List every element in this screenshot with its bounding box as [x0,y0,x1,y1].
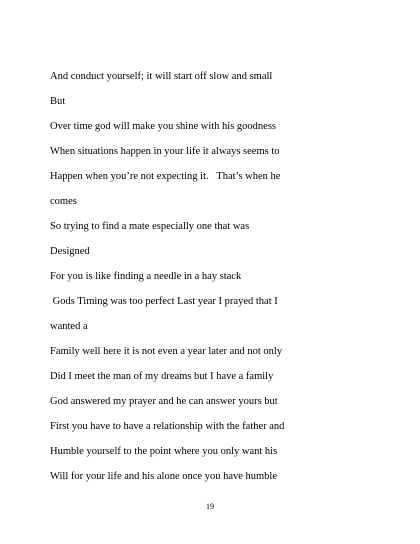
text-line: Family well here it is not even a year later and not only [50,346,283,357]
text-line: First you have to have a relationship with the father and [50,421,285,432]
text-line: wanted a [50,321,88,332]
text-line: Humble yourself to the point where you only want his [50,446,278,457]
text-line: God answered my prayer and he can answer yours but [50,396,278,407]
text-line: Over time god will make you shine with his goodness [50,121,277,132]
text-line: comes [50,196,77,207]
text-line: So trying to find a mate especially one that was [50,221,250,232]
text-line: Happen when you’re not expecting it. That’s when he [50,171,281,182]
text-line: And conduct yourself; it will start off slow and small [50,71,273,82]
text-line: Did I meet the man of my dreams but I have a family [50,371,274,382]
text-line: Designed [50,246,90,257]
body-text [50,64,390,489]
text-line: For you is like finding a needle in a hay stack [50,271,242,282]
text-line: Will for your life and his alone once you have humble [50,471,278,482]
text-line: Gods Timing was too perfect Last year I prayed that I [50,296,278,307]
text-line: But [50,96,66,107]
text-line: When situations happen in your life it always seems to [50,146,280,157]
page-number: 19 [206,502,214,511]
